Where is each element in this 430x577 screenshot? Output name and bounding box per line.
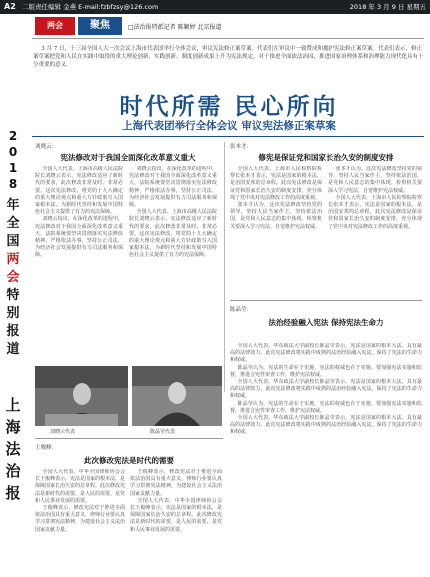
paragraph: 全国人大代表、中华全国律师协会会长王俊峰表示，宪法是国家的根本法，是保障国家长治久安的总章程。此次修改宪法是新时代的需要，是人民的需要，是党和人民事业发展的需要。 [35,469,125,504]
banner-paper-char: 上 [5,396,21,414]
divider [230,300,422,301]
issue-date: 2018 年 3 月 9 日 星期五 [349,3,426,11]
article-author: 陈晶莹： [230,307,253,313]
banner-char: 1 [8,161,18,175]
article-title: 法治经验融入宪法 保持宪法生命力 [268,318,384,327]
paragraph: 全国人大代表、华东政法大学副校长陈晶莹表示，宪法是国家的根本大法，具有最高的法律效力。此次宪法修改将实践中成熟的法治经验融入宪法，保持了宪法的生命力和权威。 [230,415,422,436]
banner-char: 年 [6,198,20,213]
banner-char: 特 [6,288,20,303]
editor-info: 二版责任编辑 金燕 E-mail:fzbfzsy@126.com [22,3,159,11]
article-body [230,343,422,571]
paragraph: 张本才认为，这次宪法修改坚持党的领导，坚持人民当家作主，坚持依法治国，是党和人民意志的集中体现。检察机关要深入学习宪法，自觉维护宪法权威。 [328,166,422,194]
article-title: 宪法修改对于我国全面深化改革意义重大 [60,153,196,162]
banner-paper-char: 海 [5,418,21,436]
paragraph: 全国人大代表、上海市高级人民法院院长刘晓云表示，宪法修改适应了新时代的要求，此次修改非常及时、非常必要。这次宪法修改，将党的十九大确定的重大理论观点和重大方针政策写入国家根本法，为新时代坚持和发展中国特色社会主义提供了有力的宪法保障。 [129,209,217,259]
banner-char: 会 [6,270,20,285]
photo-caption: 刘晓云代表 [50,429,76,435]
banner-char: 2 [8,129,18,143]
paragraph: 全国人大代表、中华全国律师协会会长王俊峰表示，宪法是国家的根本法，是保障国家长治久安的总章程。此次修改宪法是新时代的需要，是人民的需要，是党和人民事业发展的需要。 [130,497,222,533]
divider [35,438,223,439]
sub-headline: 上海代表团举行全体会议 审议宪法修正案草案 [122,120,336,132]
paragraph: 刘晓云指出，在深化改革的进程中，宪法修改对于我国全面深化改革意义重大，法院系统要坚决贯彻落实宪法修改精神，严格依法办事，坚持公正司法，为经济社会发展提供有力司法服务和保障。 [129,166,217,209]
banner-char: 别 [6,306,20,321]
article-author: 张本才： [230,144,253,150]
paragraph: 王俊峰表示，修改宪法对于推进全面依法治国具有重大意义，律师行业要认真学习贯彻宪法精神，为建设社会主义法治国家贡献力量。 [35,505,125,533]
paragraph: 全国人大代表、华东政法大学副校长陈晶莹表示，宪法是国家的根本大法，具有最高的法律效力。此次宪法修改将实践中成熟的法治经验融入宪法，保持了宪法的生命力和权威。 [230,343,422,364]
banner-char: 报 [6,324,20,339]
paragraph: 张本才认为，这次宪法修改坚持党的领导，坚持人民当家作主，坚持依法治国，是党和人民意志的集中体现。检察机关要深入学习宪法，自觉维护宪法权威。 [230,202,322,230]
article-body [230,166,322,296]
vertical-banner [0,14,26,577]
banner-paper-char: 治 [5,462,21,480]
divider [32,136,424,137]
article-title: 此次修改宪法是时代的需要 [84,456,174,465]
divider [224,142,225,392]
banner-paper-char: 报 [5,484,21,502]
paragraph: 陈晶莹认为，宪法的生命在于实施，宪法的权威也在于实施。要加强宪法实施和监督，推进合宪性审查工作，维护宪法权威。 [230,364,422,378]
article-author: 王俊峰： [35,445,58,451]
banner-char: 道 [6,342,20,357]
photo-caption: 陈晶莹代表 [150,429,176,435]
photo-liu-xiaoyun [35,366,128,426]
divider [32,38,424,39]
article-body [35,469,125,573]
photo-chen-jingying [132,366,222,426]
paragraph: 王俊峰表示，修改宪法对于推进全面依法治国具有重大意义，律师行业要认真学习贯彻宪法精神，为建设社会主义法治国家贡献力量。 [130,469,222,497]
article-body [328,166,422,296]
lianghui-logo: 两会 [35,17,75,35]
paragraph: 刘晓云指出，在深化改革的进程中，宪法修改对于我国全面深化改革意义重大，法院系统要坚决贯彻落实宪法修改精神，严格依法办事，坚持公正司法，为经济社会发展提供有力司法服务和保障。 [35,216,123,259]
lead-paragraph: 3 月 7 日，十三届全国人大一次会议上海市代表团举行全体会议，审议宪法修正案草案。代表们在审议中一致赞成和拥护宪法修正案草案。代表们表示，修正案草案把党和人民在实践中取得的重大理论创新、实践创新、制度创新成果上升为宪法规定，对于推进全面依法治国、推进国家治理体系和治理能力现代化具有十分重要的意义。 [33,46,424,68]
banner-paper-char: 法 [5,440,21,458]
article-title: 修宪是保证党和国家长治久安的制度安排 [258,153,394,162]
banner-char: 8 [8,177,18,191]
paragraph: 全国人大代表、华东政法大学副校长陈晶莹表示，宪法是国家的根本大法，具有最高的法律效力。此次宪法修改将实践中成熟的法治经验融入宪法，保持了宪法的生命力和权威。 [230,379,422,400]
banner-char: 全 [6,216,20,231]
article-body [130,469,222,573]
byline: □法治报特派记者 陈颖婷 北京报道 [128,24,222,31]
section-label: 聚焦 [78,17,122,35]
article-body [129,166,217,361]
banner-char: 国 [6,234,20,249]
paragraph: 全国人大代表、上海市高级人民法院院长刘晓云表示，宪法修改适应了新时代的要求，此次修改非常及时、非常必要。这次宪法修改，将党的十九大确定的重大理论观点和重大方针政策写入国家根本法，为新时代坚持和发展中国特色社会主义提供了有力的宪法保障。 [35,166,123,216]
banner-char: 两 [6,252,20,267]
paragraph: 陈晶莹认为，宪法的生命在于实施，宪法的权威也在于实施。要加强宪法实施和监督，推进合宪性审查工作，维护宪法权威。 [230,400,422,414]
top-bar [0,0,430,14]
main-headline: 时代所需 民心所向 [119,94,339,120]
paragraph: 全国人大代表、上海市人民检察院检察长张本才表示，宪法是国家的根本法，是治国安邦的总章程。此次宪法修改是保证党和国家长治久安的制度安排，充分体现了党中央对宪法修改工作的高度重视。 [230,166,322,201]
page-number: A2 [4,2,16,11]
paragraph: 全国人大代表、上海市人民检察院检察长张本才表示，宪法是国家的根本法，是治国安邦的总章程。此次宪法修改是保证党和国家长治久安的制度安排，充分体现了党中央对宪法修改工作的高度重视。 [328,194,422,230]
article-author: 刘晓云： [35,144,58,150]
article-body [35,166,123,361]
banner-char: 0 [8,145,18,159]
